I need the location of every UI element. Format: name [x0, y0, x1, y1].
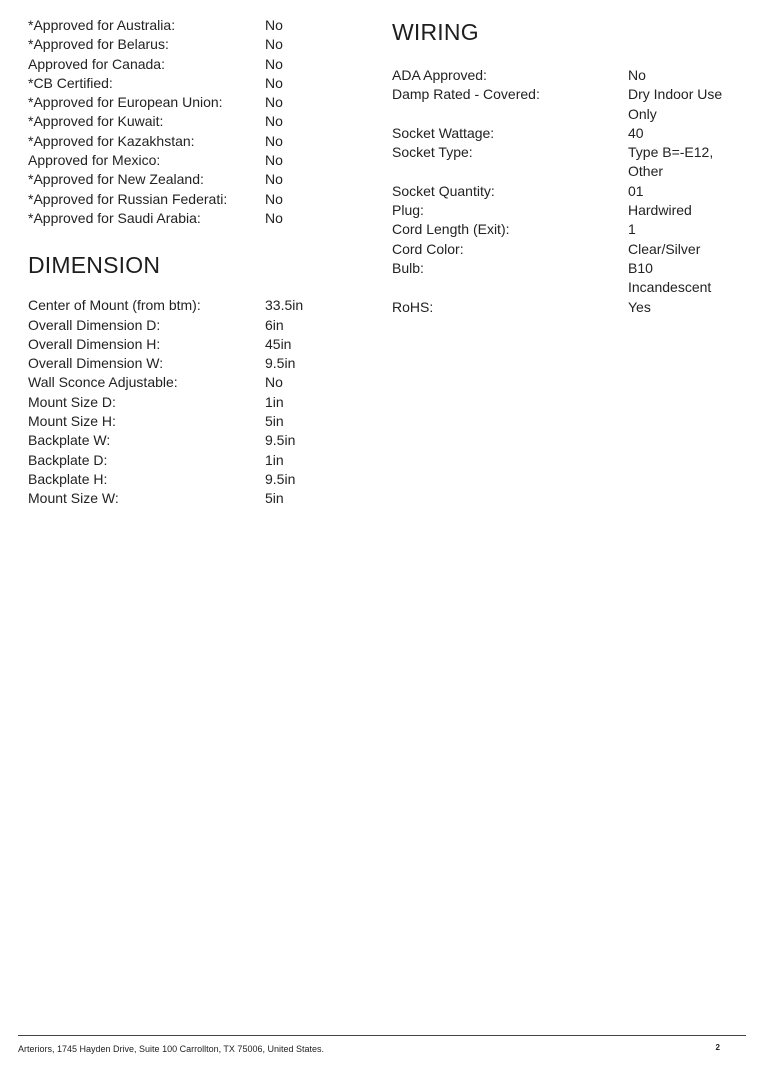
spec-value: No — [265, 132, 283, 149]
spec-row-continued — [392, 162, 742, 181]
socket-type-value: Type B=-E12, — [628, 144, 714, 161]
bulb-value: B10 — [628, 259, 653, 276]
spec-row — [28, 489, 358, 508]
spec-row — [28, 316, 358, 335]
spec-row — [392, 240, 742, 259]
rohs-label: RoHS: — [392, 298, 434, 315]
spec-value: 45in — [265, 335, 292, 352]
rohs-value: Yes — [628, 298, 651, 315]
approvals-list — [28, 16, 358, 228]
spec-label: Approved for Mexico: — [28, 152, 161, 169]
spec-value: 1in — [265, 451, 284, 468]
footer-address: Arteriors, 1745 Hayden Drive, Suite 100 Carrollton, TX 75006, United States. — [18, 1044, 324, 1054]
spec-row — [28, 431, 358, 450]
spec-row — [28, 170, 358, 189]
spec-label: Overall Dimension D: — [28, 316, 161, 333]
spec-row — [392, 201, 742, 220]
spec-label: *Approved for Kazakhstan: — [28, 132, 195, 149]
spec-row — [28, 55, 358, 74]
spec-value: No — [265, 113, 283, 130]
spec-row — [392, 66, 742, 85]
spec-value: No — [265, 209, 283, 226]
ada-label: ADA Approved: — [392, 67, 487, 83]
spec-label: Approved for Canada: — [28, 55, 165, 72]
wiring-heading: WIRING — [392, 19, 479, 45]
spec-label: Mount Size H: — [28, 413, 116, 430]
socket-qty-label: Socket Quantity: — [392, 182, 495, 199]
cord-color-value: Clear/Silver — [628, 240, 701, 257]
spec-row — [28, 296, 358, 315]
cord-length-label: Cord Length (Exit): — [392, 221, 510, 238]
spec-row — [392, 143, 742, 162]
spec-row — [392, 124, 742, 143]
spec-label: *Approved for Belarus: — [28, 36, 169, 53]
spec-row — [28, 209, 358, 228]
spec-value: No — [265, 55, 283, 72]
spec-label: *Approved for Russian Federati: — [28, 190, 228, 207]
wattage-value: 40 — [628, 124, 644, 141]
spec-label: Mount Size D: — [28, 393, 116, 410]
cord-length-value: 1 — [628, 221, 636, 238]
socket-qty-value: 01 — [628, 182, 644, 199]
plug-label: Plug: — [392, 202, 424, 219]
spec-label: Backplate W: — [28, 432, 111, 449]
spec-label: Mount Size W: — [28, 490, 119, 507]
spec-row — [392, 298, 742, 317]
spec-value: No — [265, 17, 283, 33]
right-column — [392, 16, 742, 317]
spec-row — [28, 335, 358, 354]
spec-row-continued — [392, 105, 742, 124]
spec-value: No — [265, 190, 283, 207]
spec-label: Wall Sconce Adjustable: — [28, 374, 178, 391]
spec-value: 5in — [265, 490, 284, 507]
spec-label: Overall Dimension W: — [28, 355, 164, 372]
damp-value: Dry Indoor Use — [628, 86, 723, 103]
spec-row — [28, 151, 358, 170]
spec-row — [392, 182, 742, 201]
left-column — [28, 16, 358, 509]
spec-row — [28, 35, 358, 54]
plug-value: Hardwired — [628, 202, 692, 219]
spec-value: No — [265, 74, 283, 91]
spec-value: No — [265, 374, 283, 391]
wattage-label: Socket Wattage: — [392, 124, 495, 141]
spec-row-continued — [392, 278, 742, 297]
spec-value: 33.5in — [265, 297, 304, 314]
spec-value: 9.5in — [265, 355, 296, 372]
spec-label: *Approved for Australia: — [28, 17, 176, 33]
spec-label: Backplate D: — [28, 451, 108, 468]
spec-row — [28, 132, 358, 151]
spec-row — [28, 393, 358, 412]
spec-row — [28, 16, 358, 35]
bulb-value-cont: Incandescent — [628, 279, 712, 296]
spec-row — [392, 220, 742, 239]
spec-label: *Approved for Saudi Arabia: — [28, 209, 201, 226]
cord-color-label: Cord Color: — [392, 240, 464, 257]
spec-row — [28, 354, 358, 373]
page-number: 2 — [715, 1043, 720, 1052]
spec-row — [28, 93, 358, 112]
spec-row — [28, 470, 358, 489]
spec-value: 1in — [265, 393, 284, 410]
spec-label: Backplate H: — [28, 470, 108, 487]
spec-label: *CB Certified: — [28, 74, 113, 91]
spec-row — [28, 74, 358, 93]
spec-value: 9.5in — [265, 470, 296, 487]
spec-row — [392, 259, 742, 278]
spec-label: Center of Mount (from btm): — [28, 297, 201, 314]
spec-value: No — [265, 152, 283, 169]
spec-row — [28, 112, 358, 131]
spec-row — [392, 85, 742, 104]
socket-type-value-cont: Other — [628, 163, 664, 180]
spec-row — [28, 190, 358, 209]
spec-value: 6in — [265, 316, 284, 333]
damp-label: Damp Rated - Covered: — [392, 86, 540, 103]
dimension-heading: DIMENSION — [28, 252, 161, 279]
wiring-list — [392, 66, 742, 317]
dimension-list — [28, 296, 358, 508]
spec-label: *Approved for European Union: — [28, 94, 223, 111]
footer-divider — [18, 1035, 746, 1036]
damp-value-cont: Only — [628, 105, 657, 122]
spec-label: *Approved for New Zealand: — [28, 171, 204, 188]
spec-label: *Approved for Kuwait: — [28, 113, 164, 130]
spec-row — [28, 373, 358, 392]
spec-value: 5in — [265, 413, 284, 430]
spec-value: No — [265, 94, 283, 111]
spec-value: No — [265, 171, 283, 188]
spec-value: No — [265, 36, 283, 53]
ada-value: No — [628, 67, 646, 83]
spec-row — [28, 451, 358, 470]
bulb-label: Bulb: — [392, 259, 424, 276]
spec-value: 9.5in — [265, 432, 296, 449]
socket-type-label: Socket Type: — [392, 144, 473, 161]
spec-label: Overall Dimension H: — [28, 335, 161, 352]
spec-row — [28, 412, 358, 431]
